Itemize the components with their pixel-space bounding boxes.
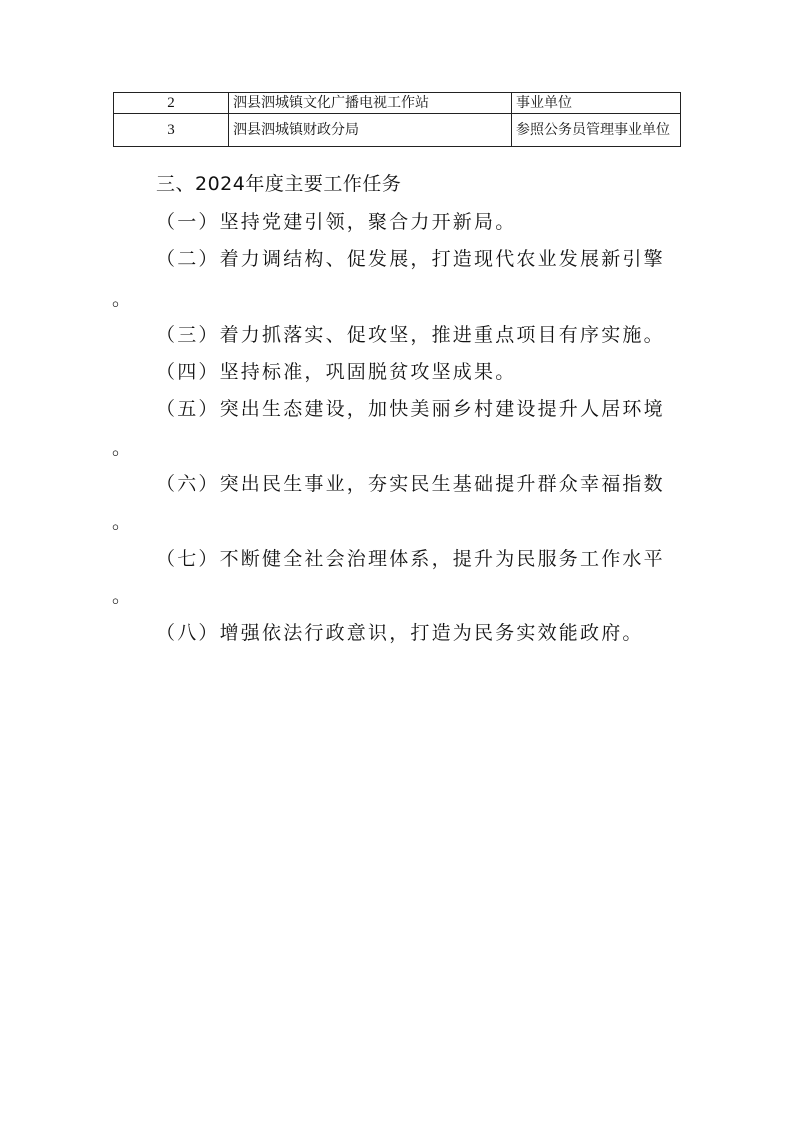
unit-name: 泗县泗城镇文化广播电视工作站 [229, 93, 512, 114]
task-item-5: （五）突出生态建设，加快美丽乡村建设提升人居环境 [156, 398, 665, 420]
task-item-8: （八）增强依法行政意识，打造为民务实效能政府。 [156, 622, 644, 644]
task-item-7-tail: 。 [112, 585, 132, 607]
task-item-3: （三）着力抓落实、促攻坚，推进重点项目有序实施。 [156, 324, 665, 346]
table-row [114, 114, 681, 147]
task-item-7: （七）不断健全社会治理体系，提升为民服务工作水平 [156, 548, 665, 570]
row-number: 3 [114, 114, 229, 147]
row-number: 2 [114, 93, 229, 114]
task-item-1: （一）坚持党建引领，聚合力开新局。 [156, 211, 517, 233]
task-item-2: （二）着力调结构、促发展，打造现代农业发展新引擎 [156, 248, 665, 270]
units-table [113, 92, 681, 147]
task-item-6: （六）突出民生事业，夯实民生基础提升群众幸福指数 [156, 473, 665, 495]
task-item-2-tail: 。 [112, 288, 132, 310]
unit-type: 事业单位 [512, 93, 681, 114]
table-row [114, 93, 681, 114]
task-item-5-tail: 。 [112, 437, 132, 459]
task-item-4: （四）坚持标准，巩固脱贫攻坚成果。 [156, 361, 517, 383]
unit-name: 泗县泗城镇财政分局 [229, 114, 512, 147]
section-title: 三、2024年度主要工作任务 [156, 173, 402, 195]
unit-type: 参照公务员管理事业单位 [512, 114, 681, 147]
task-item-6-tail: 。 [112, 511, 132, 533]
